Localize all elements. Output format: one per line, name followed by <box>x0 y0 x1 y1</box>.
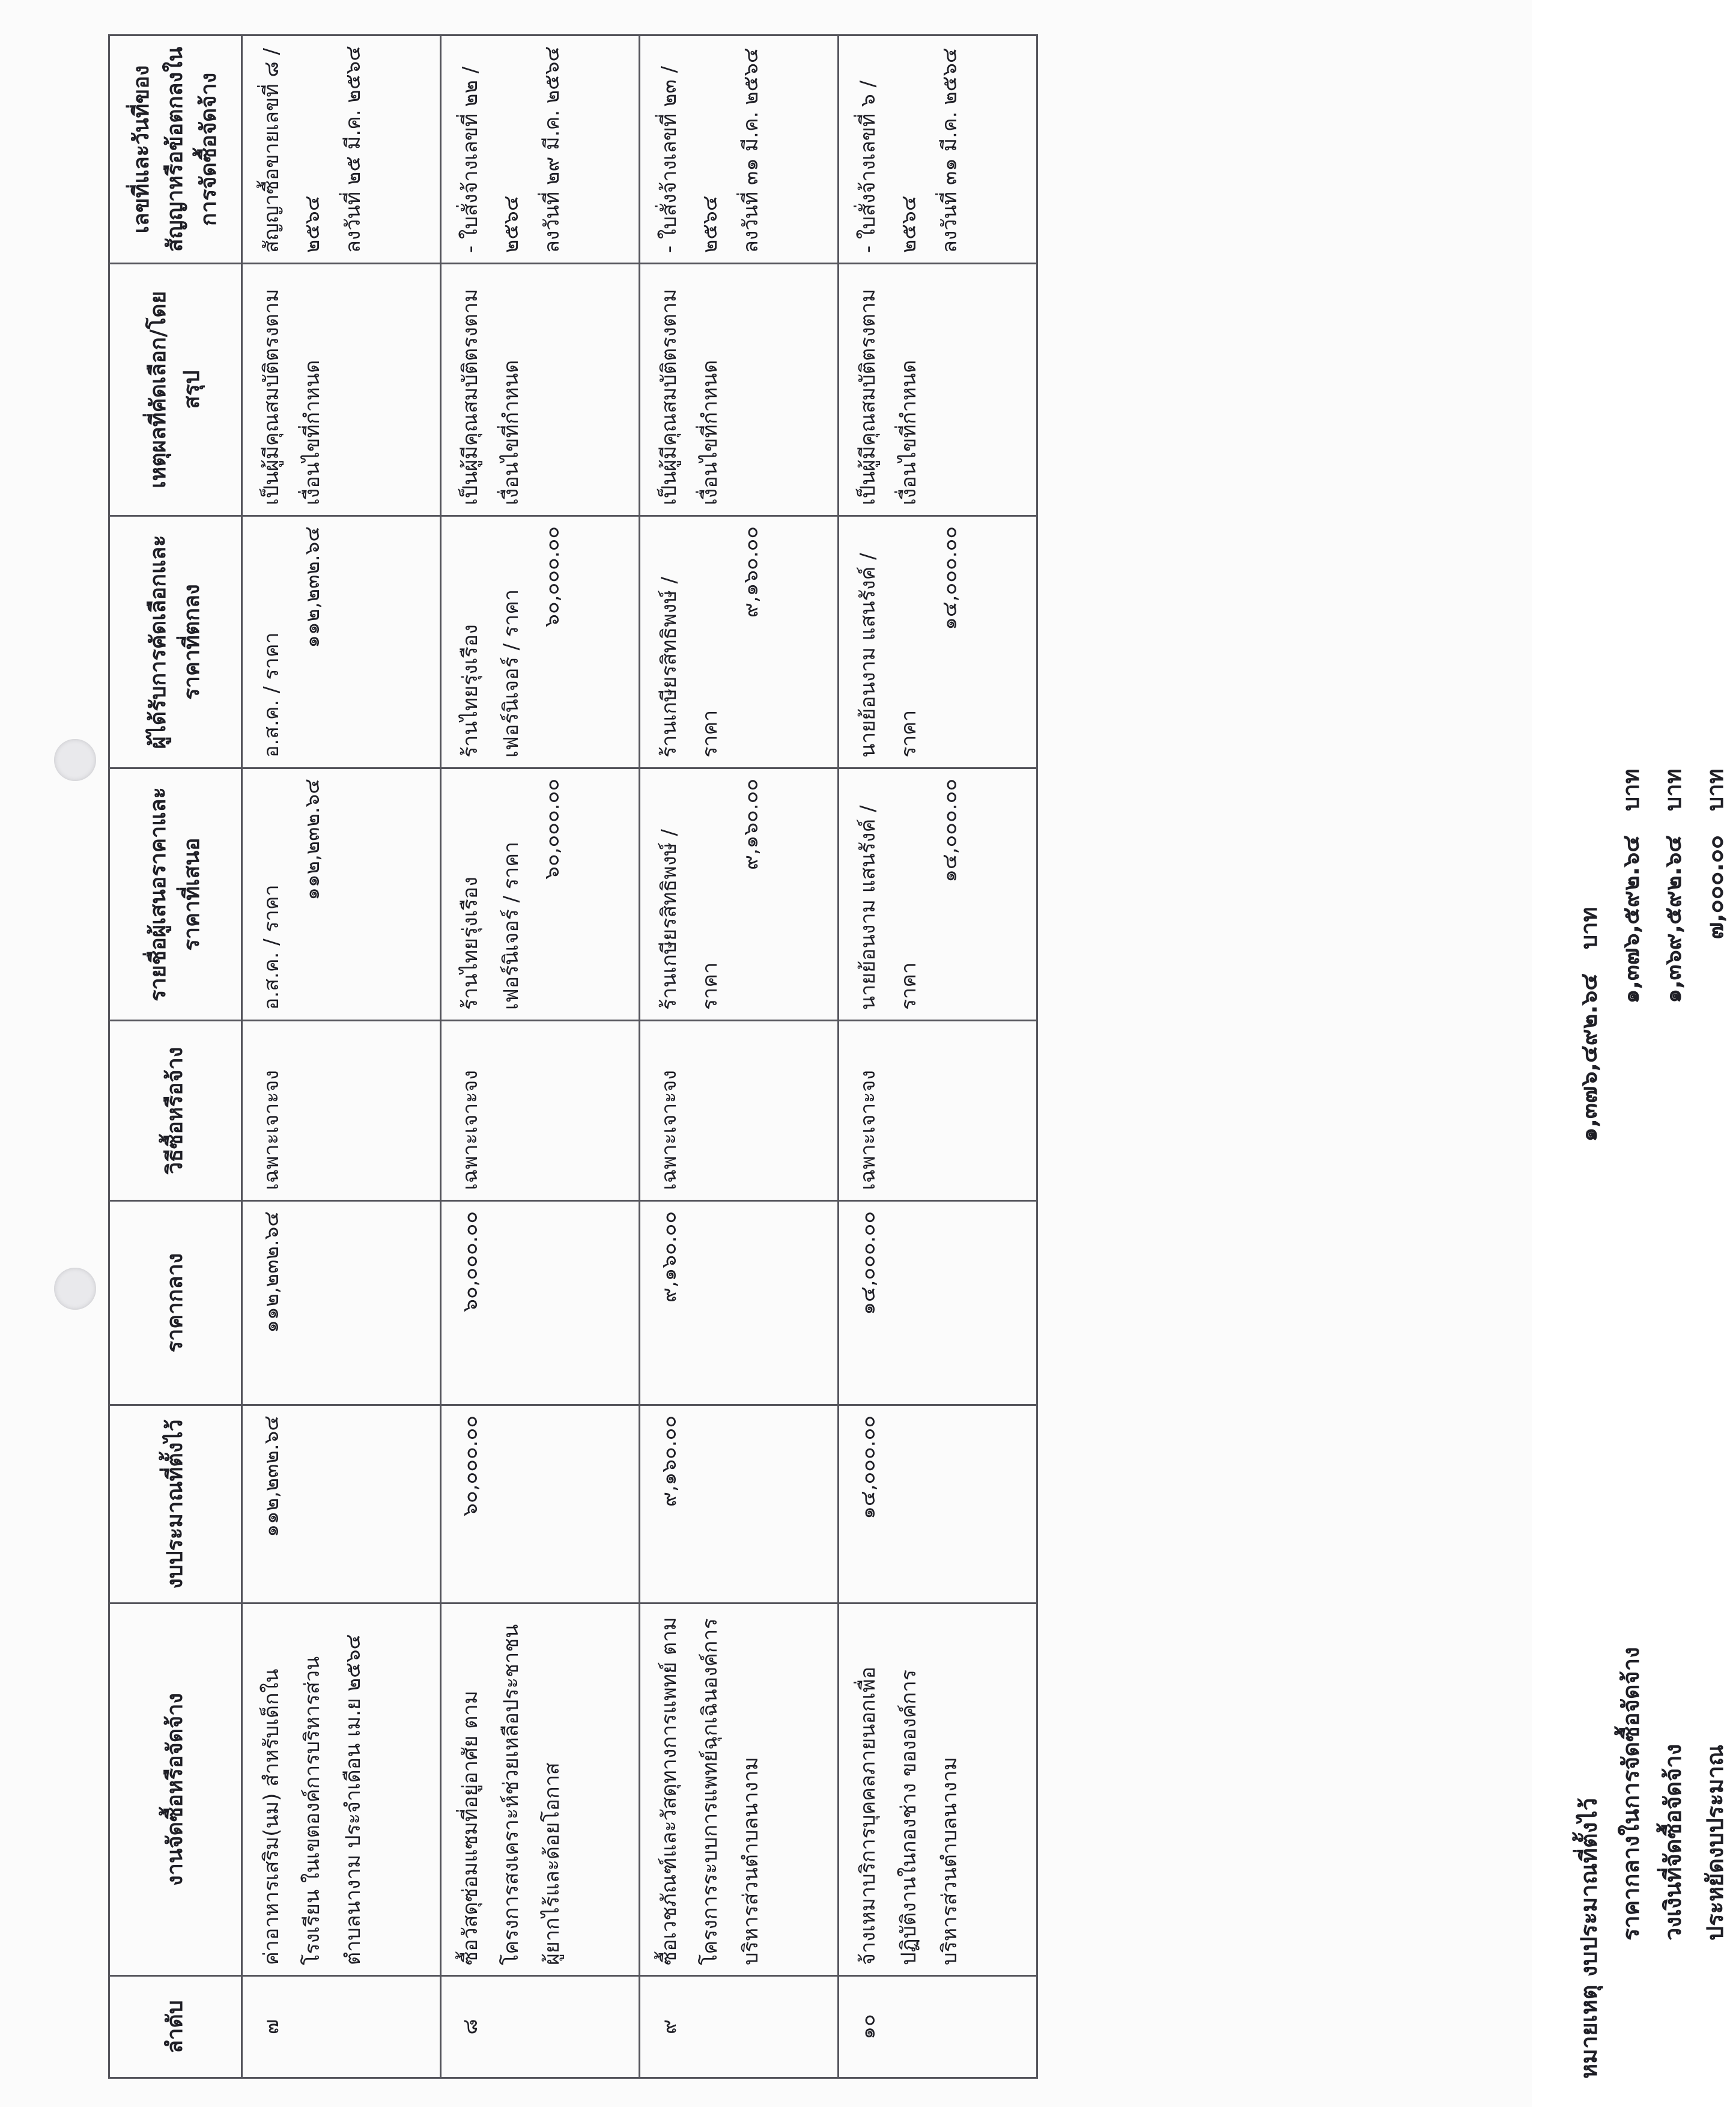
row-method: เฉพาะเจาะจง <box>839 1021 1037 1201</box>
col-budget: งบประมาณที่ตั้งไว้ <box>109 1405 242 1604</box>
row-contract <box>441 35 640 264</box>
note-title: หมายเหตุ งบประมาณที่ตั้งไว้ <box>1576 1798 1602 2079</box>
note-row <box>1568 517 1610 2079</box>
contract-date: ลงวันที่ ๒๙ มี.ค. ๒๕๖๔ <box>540 46 564 253</box>
row-median-price: ๑๔,๐๐๐.๐๐ <box>839 1201 1037 1405</box>
row-no: ๙ <box>640 1976 839 2078</box>
row-no: ๑๐ <box>839 1976 1037 2078</box>
row-method: เฉพาะเจาะจง <box>640 1021 839 1201</box>
row-reason: เป็นผู้มีคุณสมบัติตรงตามเงื่อนไขที่กำหนด <box>242 264 441 516</box>
winner-price: ๑๑๒,๒๓๒.๖๔ <box>300 526 324 648</box>
bidder-name: ร้านไทยรุ่งเรือง เฟอร์นิเจอร์ / ราคา <box>458 841 523 1010</box>
row-no: ๘ <box>441 1976 640 2078</box>
col-method: วิธีซื้อหรือจ้าง <box>109 1021 242 1201</box>
row-reason: เป็นผู้มีคุณสมบัติตรงตามเงื่อนไขที่กำหนด <box>441 264 640 516</box>
row-budget: ๑๔,๐๐๐.๐๐ <box>839 1405 1037 1604</box>
note-row <box>1694 517 1736 2079</box>
punch-hole-bottom <box>54 1268 96 1310</box>
col-winner: ผู้ได้รับการคัดเลือกและราคาที่ตกลง <box>109 516 242 768</box>
row-winner <box>242 516 441 768</box>
summary-note <box>1568 517 1736 2079</box>
col-median-price: ราคากลาง <box>109 1201 242 1405</box>
row-median-price: ๖๐,๐๐๐.๐๐ <box>441 1201 640 1405</box>
table-row <box>441 35 640 2078</box>
row-bidders <box>640 768 839 1021</box>
row-winner <box>839 516 1037 768</box>
contract-date: ลงวันที่ ๒๕ มี.ค. ๒๕๖๔ <box>341 46 365 253</box>
bidder-price: ๖๐,๐๐๐.๐๐ <box>540 779 564 880</box>
bidder-name: ร้านเกษียรสิทธิพงษ์ / ราคา <box>657 829 722 1010</box>
punch-hole-top <box>54 739 96 781</box>
note-row <box>1652 517 1694 2079</box>
note-amount: ๑,๓๗๖,๔๙๒.๖๔ <box>1576 973 1602 1142</box>
row-contract <box>839 35 1037 264</box>
contract-date: ลงวันที่ ๓๑ มี.ค. ๒๕๖๔ <box>938 47 962 253</box>
contract-number: - ใบสั่งจ้างเลขที่ ๖ /๒๕๖๔ <box>856 81 921 253</box>
row-no: ๗ <box>242 1976 441 2078</box>
row-item: จ้างเหมาบริการบุคคลภายนอกเพื่อปฏิบัติงานในกองช่าง ขององค์การบริหารส่วนตำบลนางาม <box>839 1604 1037 1976</box>
table-row <box>839 35 1037 2078</box>
bidder-price: ๙,๑๖๐.๐๐ <box>739 779 763 870</box>
note-unit: บาท <box>1618 768 1644 811</box>
row-method: เฉพาะเจาะจง <box>242 1021 441 1201</box>
row-budget: ๙,๑๖๐.๐๐ <box>640 1405 839 1604</box>
note-label: ประหยัดงบประมาณ <box>1702 1744 1728 1941</box>
row-winner <box>640 516 839 768</box>
note-label: วงเงินที่จัดซื้อจัดจ้าง <box>1660 1744 1686 1941</box>
row-winner <box>441 516 640 768</box>
row-median-price: ๑๑๒,๒๓๒.๖๔ <box>242 1201 441 1405</box>
winner-price: ๑๔,๐๐๐.๐๐ <box>938 526 962 630</box>
row-reason: เป็นผู้มีคุณสมบัติตรงตามเงื่อนไขที่กำหนด <box>640 264 839 516</box>
note-amount: ๑,๓๖๙,๕๙๒.๖๔ <box>1660 835 1686 1003</box>
winner-name: อ.ส.ค. / ราคา <box>259 632 284 758</box>
bidder-name: นายย้อนงาม แสนรังค์ / ราคา <box>856 805 921 1010</box>
row-item: ซื้อวัสดุซ่อมแซมที่อยู่อาศัย ตามโครงการสงเคราะห์ช่วยเหลือประชาชนผู้ยากไร้และด้อยโอกาส <box>441 1604 640 1976</box>
note-unit: บาท <box>1660 768 1686 811</box>
row-bidders <box>839 768 1037 1021</box>
contract-number: - ใบสั่งจ้างเลขที่ ๒๓ /๒๕๖๔ <box>657 65 722 253</box>
table-row <box>242 35 441 2078</box>
row-bidders <box>242 768 441 1021</box>
contract-date: ลงวันที่ ๓๑ มี.ค. ๒๕๖๔ <box>739 47 763 253</box>
note-unit: บาท <box>1576 907 1602 949</box>
note-label: ราคากลางในการจัดซื้อจัดจ้าง <box>1618 1647 1644 1941</box>
winner-name: นายย้อนงาม แสนรังค์ / ราคา <box>856 553 921 758</box>
row-budget: ๖๐,๐๐๐.๐๐ <box>441 1405 640 1604</box>
bidder-price: ๑๑๒,๒๓๒.๖๔ <box>300 779 324 901</box>
note-amount: ๗,๐๐๐.๐๐ <box>1702 835 1728 940</box>
row-item: ค่าอาหารเสริม(นม) สำหรับเด็กในโรงเรียน ในเขตองค์การบริหารส่วนตำบลนางาม ประจำเดือน เม.ย ๒๕๖๔ <box>242 1604 441 1976</box>
bidder-price: ๑๔,๐๐๐.๐๐ <box>938 779 962 883</box>
procurement-table <box>108 34 1038 2079</box>
winner-price: ๙,๑๖๐.๐๐ <box>739 526 763 618</box>
row-median-price: ๙,๑๖๐.๐๐ <box>640 1201 839 1405</box>
row-reason: เป็นผู้มีคุณสมบัติตรงตามเงื่อนไขที่กำหนด <box>839 264 1037 516</box>
winner-name: ร้านเกษียรสิทธิพงษ์ / ราคา <box>657 576 722 758</box>
header-row <box>109 35 242 2078</box>
col-contract: เลขที่และวันที่ของสัญญาหรือข้อตกลงในการจัดซื้อจัดจ้าง <box>109 35 242 264</box>
note-amount: ๑,๓๗๖,๕๙๒.๖๔ <box>1618 835 1644 1004</box>
row-contract <box>640 35 839 264</box>
col-item: งานจัดซื้อหรือจัดจ้าง <box>109 1604 242 1976</box>
col-reason: เหตุผลที่คัดเลือก/โดยสรุป <box>109 264 242 516</box>
winner-price: ๖๐,๐๐๐.๐๐ <box>540 526 564 627</box>
rotated-content <box>108 36 1728 2079</box>
note-unit: บาท <box>1702 768 1728 811</box>
col-bidders: รายชื่อผู้เสนอราคาและราคาที่เสนอ <box>109 768 242 1021</box>
table-row <box>640 35 839 2078</box>
row-contract <box>242 35 441 264</box>
note-row <box>1610 517 1652 2079</box>
winner-name: ร้านไทยรุ่งเรือง เฟอร์นิเจอร์ / ราคา <box>458 589 523 758</box>
col-no: ลำดับ <box>109 1976 242 2078</box>
bidder-name: อ.ส.ค. / ราคา <box>259 884 284 1010</box>
contract-number: - ใบสั่งจ้างเลขที่ ๒๒ /๒๕๖๔ <box>458 66 523 253</box>
row-method: เฉพาะเจาะจง <box>441 1021 640 1201</box>
contract-number: สัญญาซื้อขายเลขที่ ๘ / ๒๕๖๔ <box>259 48 324 253</box>
row-budget: ๑๑๒,๒๓๒.๖๔ <box>242 1405 441 1604</box>
row-bidders <box>441 768 640 1021</box>
row-item: ซื้อเวชภัณฑ์และวัสดุทางการแพทย์ ตามโครงการระบบการแพทย์ฉุกเฉินองค์การบริหารส่วนตำบลนางาม <box>640 1604 839 1976</box>
